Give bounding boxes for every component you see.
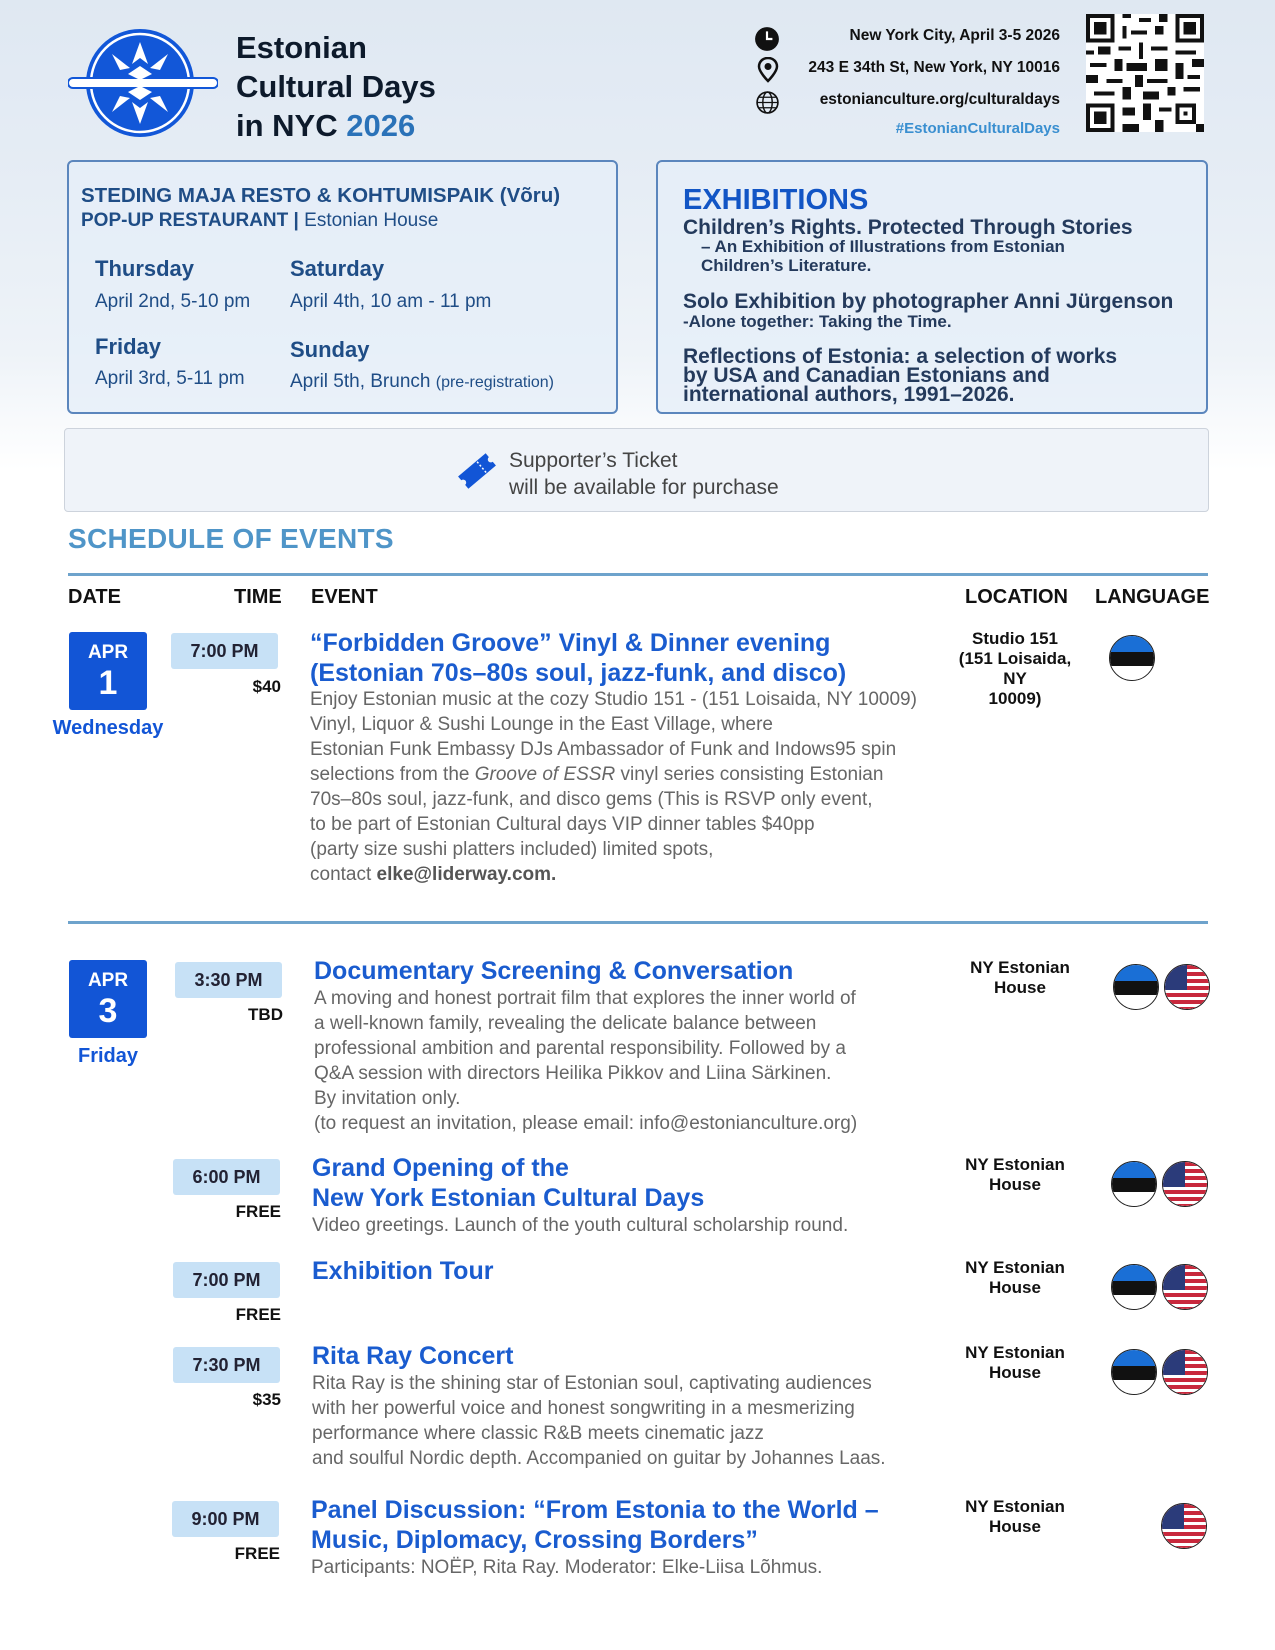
event-6-title[interactable] — [311, 1495, 879, 1555]
hashtag: #EstonianCulturalDays — [895, 120, 1060, 137]
event-4-price: FREE — [235, 1305, 281, 1324]
event-1-desc-series: Groove of ESSR — [474, 764, 616, 785]
date-badge-apr-1 — [69, 632, 147, 710]
title-city: in NYC — [236, 108, 347, 143]
event-5-location-line: NY Estonian — [965, 1343, 1065, 1362]
exhibition-3-line-3: international authors, 1991–2026. — [683, 383, 1015, 406]
event-5-desc-line: performance where classic R&B meets cinematic jazz — [312, 1423, 764, 1444]
event-4-time: 7:00 PM — [173, 1262, 280, 1298]
estonian-flag-icon — [1109, 635, 1155, 681]
event-1-location — [945, 629, 1085, 709]
exhibition-2-sub: -Alone together: Taking the Time. — [683, 312, 952, 331]
event-6-price: FREE — [234, 1544, 280, 1563]
restaurant-sunday-time: April 5th, Brunch — [290, 371, 436, 392]
event-1-desc-text: contact — [310, 864, 377, 885]
title-year: 2026 — [346, 108, 416, 143]
restaurant-day-thursday: Thursday — [95, 256, 195, 281]
us-flag-icon — [1164, 964, 1210, 1010]
schedule-divider — [68, 921, 1208, 924]
restaurant-time-sunday — [290, 371, 554, 393]
event-2-desc-line: By invitation only. — [314, 1088, 461, 1109]
event-title — [236, 28, 436, 145]
column-header-time: TIME — [234, 586, 282, 608]
ticket-line-2: will be available for purchase — [509, 476, 779, 499]
event-6-location-line: NY Estonian — [965, 1497, 1065, 1516]
event-1-desc-line: Vinyl, Liquor & Sushi Lounge in the East Village, where — [310, 714, 773, 735]
event-1-desc-text: selections from the — [310, 764, 475, 785]
date-day: 1 — [98, 664, 118, 702]
event-5-description — [312, 1371, 992, 1471]
exhibition-3-line-2: by USA and Canadian Estonians and — [683, 364, 1050, 387]
event-6-title-line-1: Panel Discussion: “From Estonia to the World – — [311, 1496, 879, 1524]
restaurant-type: POP-UP RESTAURANT | — [81, 210, 305, 231]
date-weekday: Wednesday — [52, 717, 164, 739]
event-1-time: 7:00 PM — [171, 633, 278, 669]
ticket-line-1: Supporter’s Ticket — [509, 449, 678, 472]
event-1-desc-line: Enjoy Estonian music at the cozy Studio 151 - (151 Loisaida, NY 10009) — [310, 689, 917, 710]
exhibition-1-sub-1: – An Exhibition of Illustrations from Estonian — [701, 237, 1065, 256]
restaurant-name: STEDING MAJA RESTO & KOHTUMISPAIK (Võru) — [81, 184, 561, 207]
event-website-text[interactable]: estonianculture.org/culturaldays — [819, 91, 1060, 108]
event-2-desc-line: Q&A session with directors Heilika Pikkov and Liina Särkinen. — [314, 1063, 832, 1084]
column-header-date: DATE — [68, 586, 121, 608]
event-6-location — [945, 1497, 1085, 1537]
globe-icon — [755, 90, 780, 115]
event-3-title[interactable] — [312, 1153, 704, 1213]
date-month: APR — [87, 970, 129, 991]
event-4-location-line: NY Estonian — [965, 1258, 1065, 1277]
restaurant-sunday-note: (pre-registration) — [435, 374, 555, 391]
event-website[interactable] — [760, 91, 1060, 109]
restaurant-box — [67, 160, 618, 414]
estonian-flag-icon — [1111, 1264, 1157, 1310]
restaurant-day-sunday: Sunday — [290, 337, 370, 362]
exhibition-1-sub-2: Children’s Literature. — [701, 256, 872, 275]
event-5-location — [945, 1343, 1085, 1383]
restaurant-time-thursday: April 2nd, 5-10 pm — [95, 291, 251, 312]
event-1-desc-line: Estonian Funk Embassy DJs Ambassador of Funk and Indows95 spin — [310, 739, 897, 760]
us-flag-icon — [1162, 1349, 1208, 1395]
location-pin-icon — [757, 57, 779, 83]
date-badge-apr-3 — [69, 960, 147, 1038]
event-3-location-line: NY Estonian — [965, 1155, 1065, 1174]
event-1-desc-line: to be part of Estonian Cultural days VIP dinner tables $40pp — [310, 814, 815, 835]
event-address — [760, 59, 1060, 77]
schedule-title: SCHEDULE OF EVENTS — [68, 523, 394, 554]
estonian-flag-icon — [1111, 1349, 1157, 1395]
schedule-top-rule — [68, 573, 1208, 576]
event-5-time: 7:30 PM — [173, 1347, 280, 1383]
event-1-description — [310, 687, 970, 887]
event-6-time: 9:00 PM — [172, 1501, 279, 1537]
event-2-location-line: House — [994, 978, 1046, 997]
clock-icon — [754, 26, 780, 52]
event-6-description: Participants: NOËP, Rita Ray. Moderator: Elke-Liisa Lõhmus. — [311, 1557, 823, 1578]
event-5-price: $35 — [252, 1390, 281, 1409]
event-1-desc-line — [310, 862, 970, 887]
event-1-desc-text: vinyl series consisting Estonian — [615, 764, 884, 785]
event-1-contact-email[interactable]: elke@liderway.com. — [376, 864, 557, 885]
estonian-flag-icon — [1111, 1161, 1157, 1207]
event-3-price: FREE — [235, 1202, 281, 1221]
event-2-desc-line: (to request an invitation, please email: info@estonianculture.org) — [314, 1113, 858, 1134]
restaurant-day-saturday: Saturday — [290, 256, 385, 281]
supporter-ticket-banner[interactable] — [64, 428, 1209, 512]
title-line-3 — [236, 106, 436, 145]
event-2-description — [314, 986, 954, 1136]
event-1-price: $40 — [252, 677, 281, 696]
event-5-location-line: House — [989, 1363, 1041, 1382]
event-dates-text: New York City, April 3-5 2026 — [849, 27, 1060, 44]
restaurant-subtitle — [81, 210, 438, 232]
event-4-title[interactable]: Exhibition Tour — [312, 1257, 494, 1285]
event-2-price: TBD — [248, 1005, 283, 1024]
estonian-star-logo — [68, 24, 218, 142]
event-2-desc-line: a well-known family, revealing the delicate balance between — [314, 1013, 817, 1034]
event-1-location-line: Studio 151 — [972, 629, 1058, 648]
exhibition-3-line-1: Reflections of Estonia: a selection of works — [683, 345, 1118, 368]
event-2-desc-line: A moving and honest portrait film that explores the inner world of — [314, 988, 856, 1009]
event-1-title-line-1: “Forbidden Groove” Vinyl & Dinner evening — [310, 629, 831, 657]
event-3-title-line-1: Grand Opening of the — [312, 1154, 569, 1182]
event-3-time: 6:00 PM — [173, 1159, 280, 1195]
date-month: APR — [87, 642, 129, 663]
event-2-title[interactable]: Documentary Screening & Conversation — [314, 957, 794, 985]
event-1-desc-line: 70s–80s soul, jazz-funk, and disco gems (This is RSVP only event, — [310, 789, 873, 810]
event-5-desc-line: and soulful Nordic depth. Accompanied on guitar by Johannes Laas. — [312, 1448, 886, 1469]
exhibitions-box — [656, 160, 1208, 414]
title-line-2: Cultural Days — [236, 69, 436, 104]
event-3-location — [945, 1155, 1085, 1195]
us-flag-icon — [1161, 1503, 1207, 1549]
event-1-location-line: (151 Loisaida, NY — [958, 649, 1072, 688]
event-dates — [760, 27, 1060, 45]
event-5-title[interactable]: Rita Ray Concert — [312, 1342, 514, 1370]
event-5-desc-line: with her powerful voice and honest songwriting in a mesmerizing — [312, 1398, 855, 1419]
exhibitions-heading: EXHIBITIONS — [683, 184, 869, 216]
exhibition-1-title: Children’s Rights. Protected Through Stories — [683, 216, 1133, 239]
event-1-title-line-2: (Estonian 70s–80s soul, jazz-funk, and disco) — [310, 659, 847, 687]
event-3-description: Video greetings. Launch of the youth cultural scholarship round. — [312, 1215, 849, 1236]
title-line-1: Estonian — [236, 30, 367, 65]
event-address-text: 243 E 34th St, New York, NY 10016 — [808, 59, 1060, 76]
event-1-desc-line — [310, 762, 970, 787]
date-weekday: Friday — [77, 1045, 139, 1067]
exhibition-2-title: Solo Exhibition by photographer Anni Jürgenson — [683, 290, 1174, 313]
event-1-title[interactable] — [310, 628, 846, 688]
event-4-location-line: House — [989, 1278, 1041, 1297]
column-header-location: LOCATION — [965, 586, 1068, 608]
us-flag-icon — [1162, 1264, 1208, 1310]
event-5-desc-line: Rita Ray is the shining star of Estonian soul, captivating audiences — [312, 1373, 872, 1394]
event-2-location — [950, 958, 1090, 998]
event-6-location-line: House — [989, 1517, 1041, 1536]
us-flag-icon — [1162, 1161, 1208, 1207]
restaurant-time-friday: April 3rd, 5-11 pm — [95, 368, 245, 389]
ticket-text — [509, 447, 779, 501]
event-2-time: 3:30 PM — [175, 962, 282, 998]
restaurant-day-friday: Friday — [95, 334, 162, 359]
event-3-title-line-2: New York Estonian Cultural Days — [312, 1184, 705, 1212]
column-header-event: EVENT — [311, 586, 378, 608]
date-day: 3 — [98, 992, 118, 1030]
qr-code[interactable] — [1086, 14, 1204, 132]
ticket-icon — [453, 447, 501, 495]
restaurant-venue: Estonian House — [304, 210, 439, 231]
estonian-flag-icon — [1113, 964, 1159, 1010]
event-2-desc-line: professional ambition and parental responsibility. Followed by a — [314, 1038, 846, 1059]
event-1-desc-line: (party size sushi platters included) limited spots, — [310, 839, 714, 860]
event-4-location — [945, 1258, 1085, 1298]
event-1-location-line: 10009) — [988, 689, 1042, 708]
restaurant-time-saturday: April 4th, 10 am - 11 pm — [290, 291, 492, 312]
event-3-location-line: House — [989, 1175, 1041, 1194]
event-6-title-line-2: Music, Diplomacy, Crossing Borders” — [311, 1526, 758, 1554]
event-2-location-line: NY Estonian — [970, 958, 1070, 977]
column-header-language: LANGUAGE — [1095, 586, 1210, 608]
